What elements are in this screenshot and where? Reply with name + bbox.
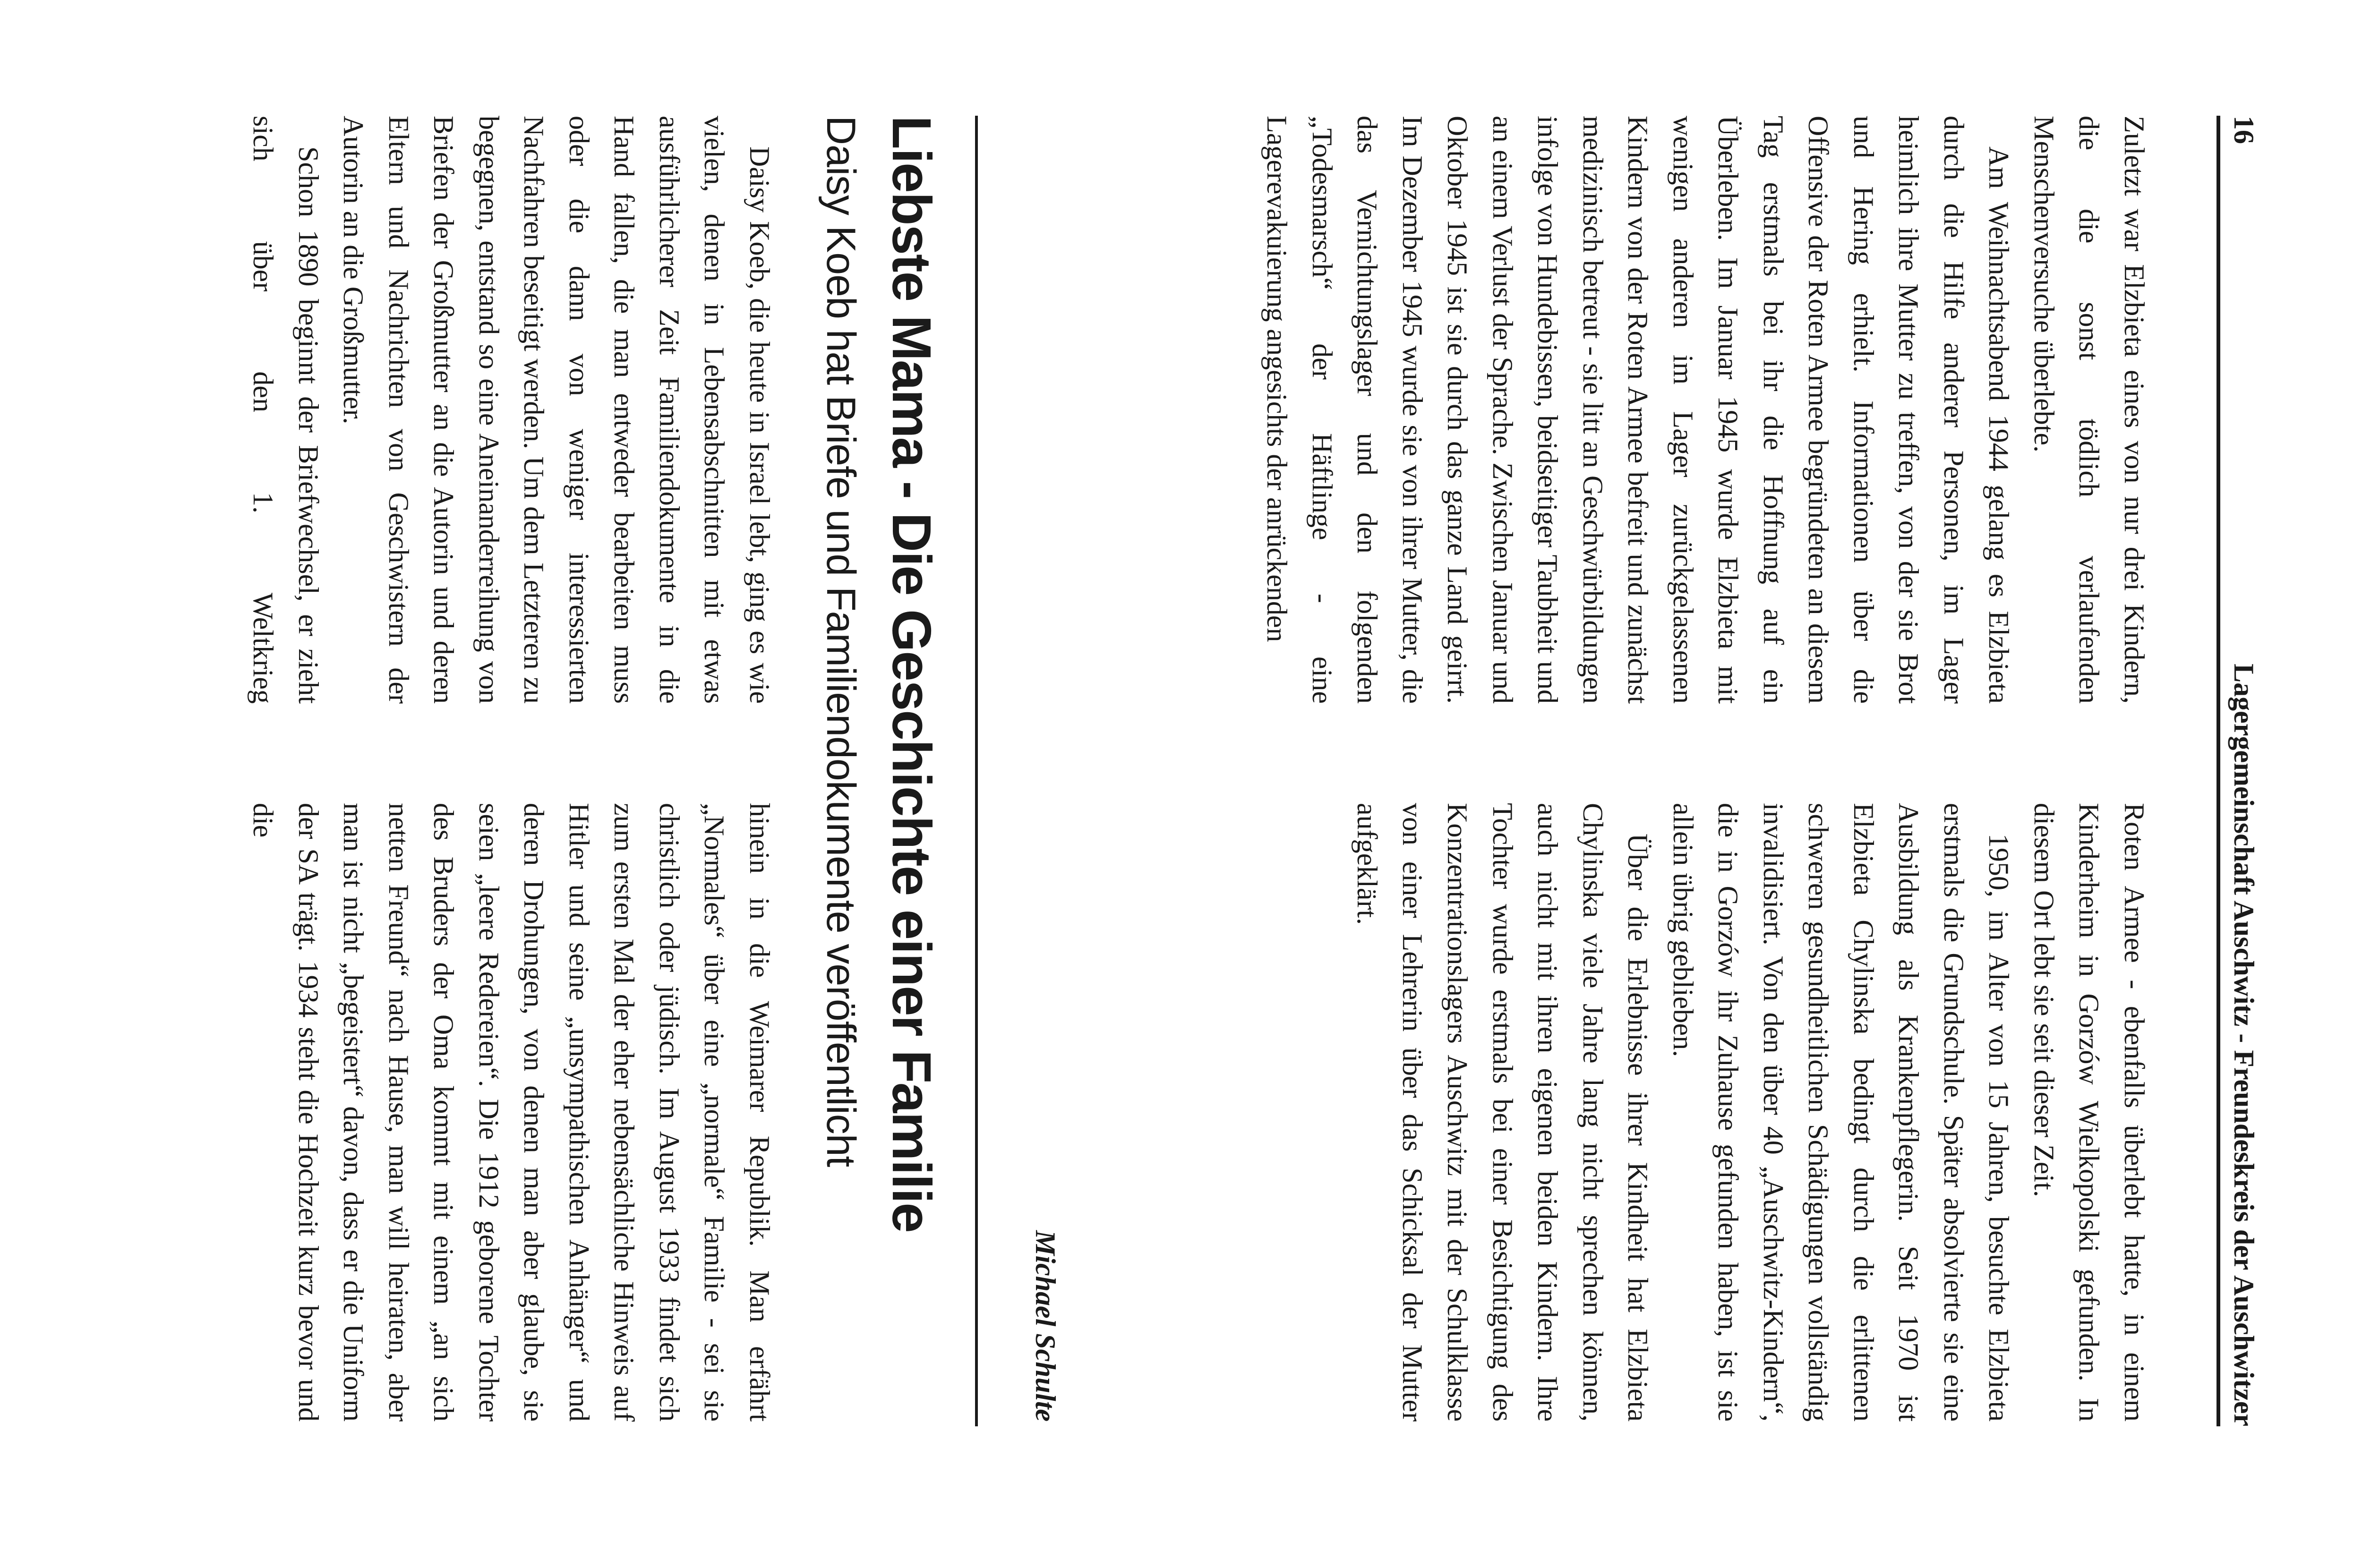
section-divider: [975, 116, 978, 1426]
article2-subheadline: Daisy Koeb hat Briefe und Familiendokumente veröffentlicht: [818, 116, 864, 1167]
paragraph: Schon 1890 beginnt der Briefwechsel, er zieht sich über den 1. Weltkrieg: [248, 116, 324, 704]
running-header-title: Lagergemeinschaft Auschwitz - Freundeskreis der Auschwitzer: [2228, 664, 2259, 1426]
paragraph: hinein in die Weimarer Republik. Man erfährt „Normales“ über eine „normale“ Familie - sei sie christlich oder jüdisch. Im August 1933 findet sich zum ersten Mal der eher nebensächliche Hinweis auf Hitler und seine „unsympathischen Anhänger“ und deren Drohungen, von denen man aber glaube, sie seien „leere Redereien“. Die 1912 geborene Tochter des Bruders der Oma kommt mit einem „an sich netten Freund“ nach Hause, man will heiraten, aber man ist nicht „begeistert“ davon, dass er die Uniform der SA trägt. 1934 steht die Hochzeit kurz bevor und die: [248, 803, 775, 1422]
paragraph: Am Weihnachtsabend 1944 gelang es Elzbieta durch die Hilfe anderer Personen, im Lager heimlich ihre Mutter zu treffen, von der sie Brot und Hering erhielt. Informationen über die Offensive der Roten Armee begründeten an diesem Tag erstmals bei ihr die Hoffnung auf ein Überleben. Im Januar 1945 wurde Elzbieta mit wenigen anderen im Lager zurückgelassenen Kindern von der Roten Armee befreit und zunächst medizinisch betreut - sie litt an Geschwürbildungen infolge von Hundebissen, beidseitiger Taubheit und an einem Verlust der Sprache. Zwischen Januar und Oktober 1945 ist sie durch das ganze Land geirrt. Im Dezember 1945 wurde sie von ihrer Mutter, die das Vernichtungslager und den folgenden „Todesmarsch“ der Häftlinge - eine Lagerevakuierung angesichts der anrückenden: [1261, 116, 2015, 704]
author-byline: Michael Schulte: [1030, 1230, 1061, 1422]
paragraph: Über die Erlebnisse ihrer Kindheit hat Elzbieta Chylinska viele Jahre lang nicht sprechen können, auch nicht mit ihren eigenen beiden Kindern. Ihre Tochter wurde erstmals bei einer Besichtigung des Konzentrationslagers Auschwitz mit der Schulklasse von einer Lehrerin über das Schicksal der Mutter aufgeklärt.: [1352, 803, 1654, 1422]
header-rule: [2217, 116, 2220, 1426]
paragraph: Roten Armee - ebenfalls überlebt hatte, in einem Kinderheim in Gorzów Wielkopolski gefunden. In diesem Ort lebt sie seit dieser Zeit.: [2028, 803, 2150, 1422]
article2-column-2: [240, 803, 782, 1422]
article2-column-1: [240, 116, 782, 704]
page-number: 16: [2228, 116, 2259, 144]
article1-column-2: [1344, 803, 2157, 1422]
paragraph: 1950, im Alter von 15 Jahren, besuchte Elzbieta erstmals die Grundschule. Später absolvierte sie eine Ausbildung als Krankenpflegerin. Seit 1970 ist Elzbieta Chylinska bedingt durch die erlittenen schweren gesundheitlichen Schädigungen vollständig invalidisiert. Von den über 40 „Auschwitz-Kindern“, die in Gorzów ihr Zuhause gefunden haben, ist sie allein übrig geblieben.: [1668, 803, 2015, 1422]
paragraph: Zuletzt war Elzbieta eines von nur drei Kindern, die die sonst tödlich verlaufenden Menschenversuche überlebte.: [2028, 116, 2150, 704]
article2-headline: Liebste Mama - Die Geschichte einer Familie: [881, 116, 942, 1232]
paragraph: Daisy Koeb, die heute in Israel lebt, ging es wie vielen, denen in Lebensabschnitten mit etwas ausführlicherer Zeit Familiendokumente in die Hand fallen, die man entweder bearbeiten muss oder die dann von weniger interessierten Nachfahren beseitigt werden. Um dem Letzteren zu begegnen, entstand so eine Aneinanderreihung von Briefen der Großmutter an die Autorin und deren Eltern und Nachrichten von Geschwistern der Autorin an die Großmutter.: [338, 116, 775, 704]
article1-column-1: [1254, 116, 2157, 704]
